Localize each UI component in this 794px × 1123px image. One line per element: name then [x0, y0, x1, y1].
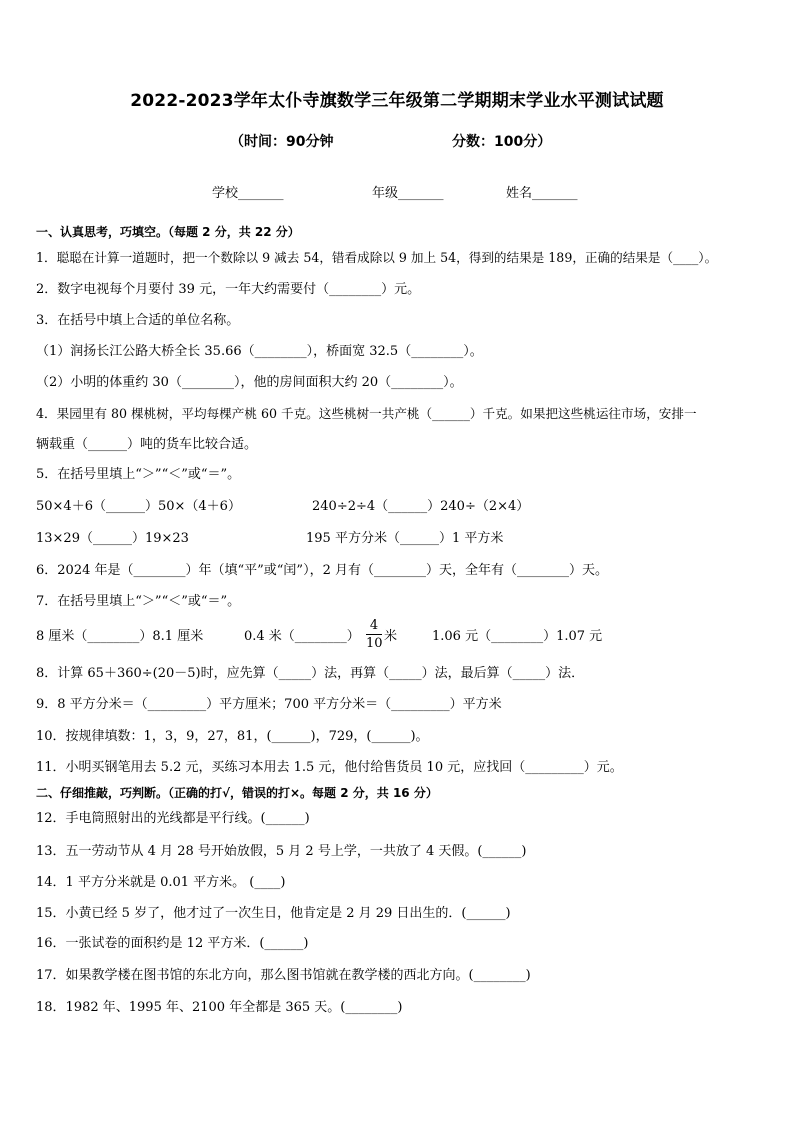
section-1-heading: 一、认真思考，巧填空。（每题 2 分，共 22 分）: [36, 225, 300, 239]
question-13: 13．五一劳动节从 4 月 28 号开始放假，5 月 2 号上学，一共放了 4 天假。(______): [36, 844, 527, 859]
section-2-heading: 二、仔细推敲，巧判断。（正确的打√，错误的打×。每题 2 分，共 16 分）: [36, 786, 438, 800]
question-5-item-4: 195 平方分米（______）1 平方米: [306, 531, 504, 546]
question-7-item-2-unit: 米: [384, 629, 398, 644]
question-6: 6．2024 年是（________）年（填“平”或“闰”），2 月有（________）天，全年有（________）天。: [36, 563, 608, 578]
name-field: 姓名_______: [506, 186, 578, 201]
question-11: 11．小明买钢笔用去 5.2 元，买练习本用去 1.5 元，他付给售货员 10 元，应找回（_________）元。: [36, 760, 623, 775]
school-field: 学校_______: [212, 186, 284, 201]
question-16: 16．一张试卷的面积约是 12 平方米．(______): [36, 936, 309, 951]
question-5-item-3: 13×29（______）19×23: [36, 531, 189, 546]
question-7-item-3: 1.06 元（________）1.07 元: [432, 629, 603, 644]
question-17: 17．如果教学楼在图书馆的东北方向，那么图书馆就在教学楼的西北方向。(________): [36, 968, 531, 983]
question-4-line-1: 4．果园里有 80 棵桃树，平均每棵产桃 60 千克。这些桃树一共产桃（______）千克。如果把这些桃运往市场，安排一: [36, 406, 697, 421]
fraction-bar: [366, 634, 382, 635]
question-12: 12．手电筒照射出的光线都是平行线。(______): [36, 811, 310, 826]
question-9: 9．8 平方分米＝（_________）平方厘米；700 平方分米＝（_________）平方米: [36, 697, 502, 712]
question-8: 8．计算 65＋360÷(20－5)时，应先算（_____）法，再算（_____）法，最后算（_____）法．: [36, 666, 585, 681]
question-3-part-1: （1）润扬长江公路大桥全长 35.66（________），桥面宽 32.5（________）。: [36, 344, 483, 359]
question-5: 5．在括号里填上“＞”“＜”或“＝”。: [36, 467, 241, 482]
fraction-numerator: 4: [369, 618, 379, 633]
fraction: [366, 618, 382, 651]
question-18: 18．1982 年、1995 年、2100 年全都是 365 天。(________): [36, 1000, 403, 1015]
question-4-line-2: 辆载重（______）吨的货车比较合适。: [36, 437, 258, 452]
grade-field: 年级_______: [372, 186, 444, 201]
question-5-item-2: 240÷2÷4（______）240÷（2×4）: [312, 499, 530, 514]
question-15: 15．小黄已经 5 岁了，他才过了一次生日，他肯定是 2 月 29 日出生的．(______): [36, 906, 511, 921]
question-2: 2．数字电视每个月要付 39 元，一年大约需要付（________）元。: [36, 282, 421, 297]
fraction-denominator: 10: [366, 636, 383, 651]
question-7: 7．在括号里填上“＞”“＜”或“＝”。: [36, 594, 241, 609]
question-3: 3．在括号中填上合适的单位名称。: [36, 313, 240, 328]
question-10: 10．按规律填数：1，3，9，27，81，(______)，729，(______)。: [36, 729, 429, 744]
exam-time: （时间：90分钟: [230, 134, 334, 150]
question-7-item-1: 8 厘米（________）8.1 厘米: [36, 629, 204, 644]
question-7-item-2: 0.4 米（________）: [244, 629, 360, 644]
exam-score: 分数：100分）: [452, 134, 552, 150]
question-1: 1．聪聪在计算一道题时，把一个数除以 9 减去 54，错看成除以 9 加上 54，得到的结果是 189，正确的结果是（____）。: [36, 250, 718, 265]
page-title: 2022-2023学年太仆寺旗数学三年级第二学期期末学业水平测试试题: [130, 91, 664, 111]
question-3-part-2: （2）小明的体重约 30（________），他的房间面积大约 20（________）。: [36, 375, 463, 390]
question-14: 14．1 平方分米就是 0.01 平方米。 (____): [36, 875, 286, 890]
question-5-item-1: 50×4＋6（______）50×（4＋6）: [36, 499, 241, 514]
